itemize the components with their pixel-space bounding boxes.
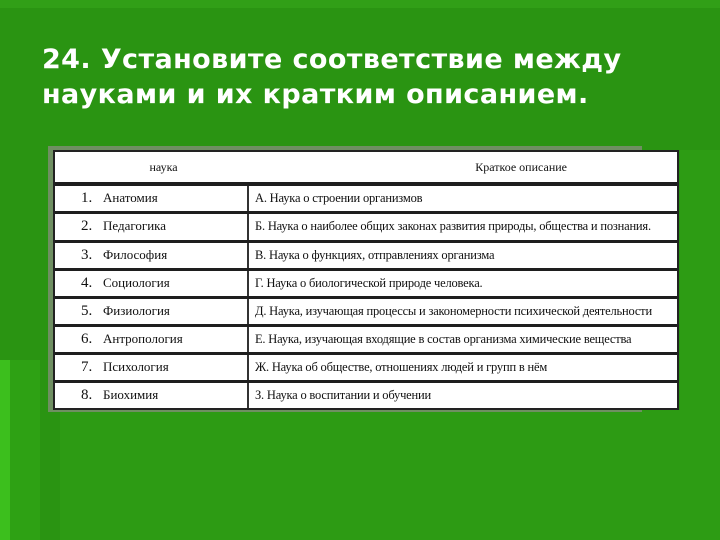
science-cell bbox=[55, 269, 248, 297]
science-cell bbox=[55, 184, 248, 213]
science-name: Биохимия bbox=[103, 387, 159, 403]
description-cell: Г. Наука о биологической природе человека. bbox=[248, 269, 677, 297]
science-name: Социология bbox=[103, 274, 170, 290]
science-cell bbox=[55, 326, 248, 354]
description-cell: Б. Наука о наиболее общих законах развития природы, общества и познания. bbox=[248, 213, 677, 241]
science-name: Физиология bbox=[103, 302, 170, 318]
table-row bbox=[55, 297, 677, 325]
table-row bbox=[55, 184, 677, 213]
science-cell bbox=[55, 382, 248, 408]
row-number: 8. bbox=[81, 387, 93, 404]
science-name: Антропология bbox=[103, 331, 183, 347]
description-cell: Д. Наука, изучающая процессы и закономерности психической деятельности bbox=[248, 297, 677, 325]
slide-title bbox=[42, 42, 682, 112]
row-number: 7. bbox=[81, 359, 93, 376]
header-description: Краткое описание bbox=[248, 152, 677, 184]
description-cell: В. Наука о функциях, отправлениях организма bbox=[248, 241, 677, 269]
row-number: 2. bbox=[81, 218, 93, 235]
row-number: 4. bbox=[81, 274, 93, 291]
science-cell bbox=[55, 213, 248, 241]
background-band-right bbox=[680, 150, 720, 540]
table-row bbox=[55, 241, 677, 269]
slide-title-line1: 24. Установите соответствие между bbox=[42, 44, 622, 75]
header-science: наука bbox=[55, 152, 248, 184]
description-cell: Ж. Наука об обществе, отношениях людей и групп в нём bbox=[248, 354, 677, 382]
table-row bbox=[55, 326, 677, 354]
table-row bbox=[55, 354, 677, 382]
science-cell bbox=[55, 354, 248, 382]
science-cell bbox=[55, 241, 248, 269]
science-name: Философия bbox=[103, 246, 168, 262]
science-cell bbox=[55, 297, 248, 325]
background-band-bottom bbox=[60, 410, 680, 540]
table-row bbox=[55, 269, 677, 297]
description-cell: Е. Наука, изучающая входящие в состав организма химические вещества bbox=[248, 326, 677, 354]
table-row bbox=[55, 382, 677, 408]
matching-table-grid bbox=[55, 152, 677, 408]
science-name: Анатомия bbox=[103, 190, 158, 206]
table-row bbox=[55, 213, 677, 241]
science-name: Психология bbox=[103, 359, 169, 375]
row-number: 3. bbox=[81, 246, 93, 263]
row-number: 1. bbox=[81, 190, 93, 207]
description-cell: З. Наука о воспитании и обучении bbox=[255, 388, 431, 403]
matching-table bbox=[53, 150, 679, 410]
slide-title-line2: науками и их кратким описанием. bbox=[42, 79, 589, 110]
description-cell: А. Наука о строении организмов bbox=[248, 184, 677, 213]
science-name: Педагогика bbox=[103, 218, 167, 234]
row-number: 5. bbox=[81, 302, 93, 319]
row-number: 6. bbox=[81, 331, 93, 348]
table-header-row bbox=[55, 152, 677, 184]
background-stripe-top bbox=[0, 0, 720, 8]
